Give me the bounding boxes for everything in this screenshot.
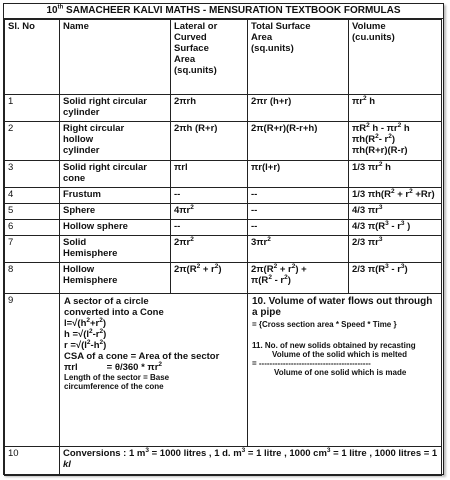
recast-denominator: Volume of one solid which is made xyxy=(274,368,407,377)
total-surface-area: -- xyxy=(248,188,349,204)
solid-name: Solid right circular cone xyxy=(60,161,171,188)
row-number: 8 xyxy=(5,263,60,294)
volume: $\pi r^2$ h xyxy=(349,95,442,122)
total-surface-area: 2πr (h+r) xyxy=(248,95,349,122)
header-name: Name xyxy=(60,20,171,95)
solid-name: Hollow sphere xyxy=(60,220,171,236)
row-number: 6 xyxy=(5,220,60,236)
row-number: 1 xyxy=(5,95,60,122)
volume: 2/3 $\pi(R^3 - r^3)$ xyxy=(349,263,442,294)
row-10-no: 10 xyxy=(5,447,60,476)
lateral-surface-area: -- xyxy=(171,188,248,204)
row-number: 2 xyxy=(5,122,60,161)
table-row xyxy=(5,220,442,236)
volume: 4/3 $\pi(R^3 - r^3$ ) xyxy=(349,220,442,236)
formula-table xyxy=(4,19,442,476)
table-row xyxy=(5,204,442,220)
total-surface-area: πr(l+r) xyxy=(248,161,349,188)
total-surface-area: $2\pi(R^2 + r^2)$ + $\pi(R^2 - r^2)$ xyxy=(248,263,349,294)
table-row xyxy=(5,236,442,263)
volume: 4/3 $\pi r^3$ xyxy=(349,204,442,220)
lateral-surface-area: $2\pi(R^2 + r^2)$ xyxy=(171,263,248,294)
solid-name: Solid Hemisphere xyxy=(60,236,171,263)
total-surface-area: -- xyxy=(248,204,349,220)
recast-numerator: Volume of the solid which is melted xyxy=(272,350,407,359)
recast-heading: 11. No. of new solids obtained by recasting xyxy=(252,341,416,350)
total-surface-area: $3\pi r^2$ xyxy=(248,236,349,263)
lateral-surface-area: $4\pi r^2$ xyxy=(171,204,248,220)
table-row xyxy=(5,95,442,122)
header-row xyxy=(5,20,442,95)
header-lateral: Lateral or Curved Surface Area (sq.units) xyxy=(171,20,248,95)
pipe-and-recast-cell xyxy=(248,294,442,447)
page-title: 10th SAMACHEER KALVI MATHS - MENSURATION TEXTBOOK FORMULAS xyxy=(4,4,443,19)
header-sl-no: Sl. No xyxy=(5,20,60,95)
sector-to-cone-cell xyxy=(60,294,248,447)
table-row-9 xyxy=(5,294,442,447)
volume: 1/3 $\pi r^2$ h xyxy=(349,161,442,188)
volume: 2/3 $\pi r^3$ xyxy=(349,236,442,263)
total-surface-area: 2π(R+r)(R-r+h) xyxy=(248,122,349,161)
row-number: 5 xyxy=(5,204,60,220)
table-row-10 xyxy=(5,447,442,476)
formula-sheet xyxy=(3,3,444,475)
solid-name: Right circular hollow cylinder xyxy=(60,122,171,161)
solid-name: Hollow Hemisphere xyxy=(60,263,171,294)
solid-name: Sphere xyxy=(60,204,171,220)
pipe-volume-heading: 10. Volume of water flows out through a pipe xyxy=(252,296,433,318)
conversions-cell: Conversions : 1 $m^3 = 1000$ litres , 1 d. $m^3 = 1$ litre , 1000 $cm^3 = 1$ litre , 1000 litres = 1 kl xyxy=(60,447,442,476)
recast-fraction-line: = ------------------------------------------ xyxy=(252,359,371,368)
table-row xyxy=(5,122,442,161)
table-body xyxy=(5,95,442,294)
pipe-volume-formula: = {Cross section area * Speed * Time } xyxy=(252,320,397,329)
sector-to-cone-formulas: A sector of a circle converted into a Cone $l=√(h^2+r^2)$ $h =√(l^2-r^2)$ $r =√(l^2-h^2)$ CSA of a cone = Area of the sector πrl = $\theta/360 * \pi r^2$ xyxy=(64,296,220,373)
row-number: 7 xyxy=(5,236,60,263)
header-volume: Volume (cu.units) xyxy=(349,20,442,95)
row-9-no: 9 xyxy=(5,294,60,447)
header-total-surface-area: Total Surface Area (sq.units) xyxy=(248,20,349,95)
row-number: 4 xyxy=(5,188,60,204)
lateral-surface-area: 2πrh xyxy=(171,95,248,122)
table-row xyxy=(5,161,442,188)
sector-note: Length of the sector = Base circumference of the cone xyxy=(64,373,170,391)
volume: 1/3 $\pi h(R^2 + r^2 +Rr)$ xyxy=(349,188,442,204)
lateral-surface-area: -- xyxy=(171,220,248,236)
row-number: 3 xyxy=(5,161,60,188)
lateral-surface-area: $2\pi r^2$ xyxy=(171,236,248,263)
table-row xyxy=(5,188,442,204)
total-surface-area: -- xyxy=(248,220,349,236)
solid-name: Frustum xyxy=(60,188,171,204)
solid-name: Solid right circular cylinder xyxy=(60,95,171,122)
table-row xyxy=(5,263,442,294)
lateral-surface-area: 2πh (R+r) xyxy=(171,122,248,161)
lateral-surface-area: πrl xyxy=(171,161,248,188)
volume: $\pi R^2$ h - $\pi r^2$ h $\pi h(R^2-$ $r^2$) πh(R+r)(R-r) xyxy=(349,122,442,161)
